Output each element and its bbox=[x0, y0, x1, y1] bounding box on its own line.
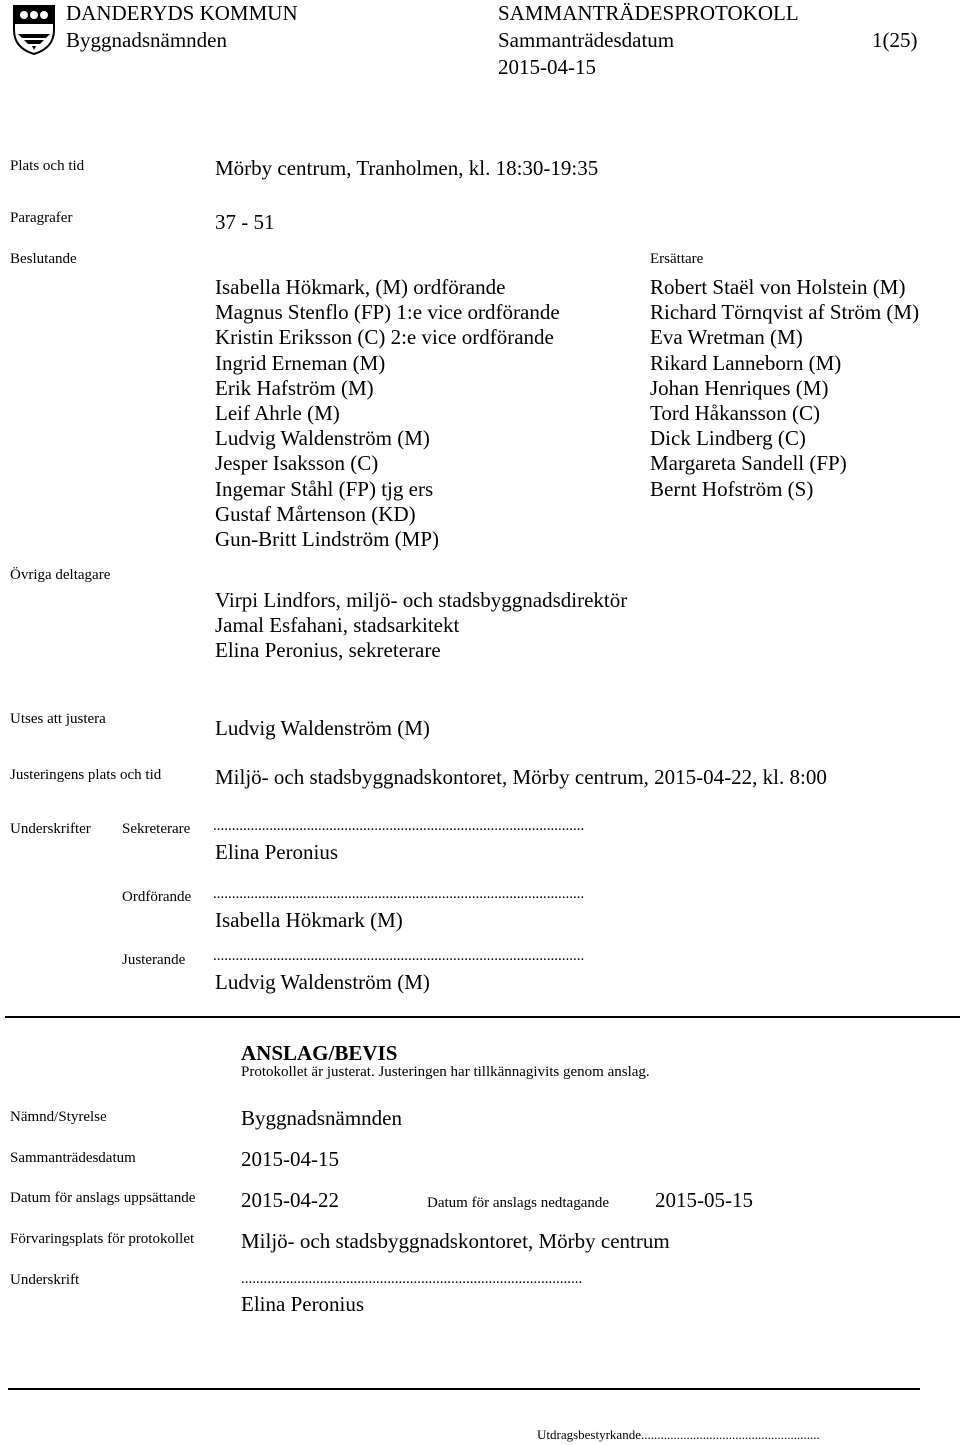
footer-divider bbox=[8, 1388, 920, 1390]
substitute-member: Dick Lindberg (C) bbox=[650, 426, 806, 451]
other-participants-label: Övriga deltagare bbox=[10, 567, 111, 583]
chair-signature-line: ................................................................................................... bbox=[213, 886, 585, 902]
deciding-member: Erik Hafström (M) bbox=[215, 375, 374, 400]
deciding-member: Gustaf Mårtenson (KD) bbox=[215, 501, 416, 526]
section-divider bbox=[5, 1016, 960, 1018]
substitute-member: Eva Wretman (M) bbox=[650, 325, 803, 350]
adjuster-signature-line: ................................................................................................... bbox=[213, 948, 585, 964]
secretary-signature-line: ................................................................................................... bbox=[213, 818, 585, 834]
adjuster-label: Justerande bbox=[122, 952, 186, 968]
substitute-member: Margareta Sandell (FP) bbox=[650, 451, 847, 476]
document-type: SAMMANTRÄDESPROTOKOLL bbox=[498, 1, 799, 25]
adjustment-place-label: Justeringens plats och tid bbox=[10, 767, 162, 783]
meeting-date: 2015-04-15 bbox=[498, 55, 596, 79]
notice-storage-value: Miljö- och stadsbyggnadskontoret, Mörby centrum bbox=[241, 1229, 670, 1253]
notice-title: ANSLAG/BEVIS bbox=[241, 1041, 398, 1065]
substitute-member: Rikard Lanneborn (M) bbox=[650, 350, 842, 375]
municipality-crest-icon bbox=[12, 4, 56, 56]
chair-label: Ordförande bbox=[122, 889, 192, 905]
adjuster-name: Ludvig Waldenström (M) bbox=[215, 970, 430, 994]
extract-verification-line: ....................................................... bbox=[640, 1427, 820, 1442]
deciding-members-list bbox=[215, 275, 560, 552]
deciding-member: Isabella Hökmark, (M) ordförande bbox=[215, 275, 506, 299]
paragraphs-value: 37 - 51 bbox=[215, 210, 275, 234]
deciding-member: Magnus Stenflo (FP) 1:e vice ordförande bbox=[215, 300, 560, 325]
extract-verification-label: Utdragsbestyrkande bbox=[537, 1427, 641, 1442]
notice-board-value: Byggnadsnämnden bbox=[241, 1106, 402, 1130]
deciding-member: Ingemar Ståhl (FP) tjg ers bbox=[215, 476, 434, 501]
notice-meeting-date-label: Sammanträdesdatum bbox=[10, 1150, 136, 1166]
municipality-name: DANDERYDS KOMMUN bbox=[66, 1, 298, 25]
notice-board-label: Nämnd/Styrelse bbox=[10, 1109, 107, 1125]
deciding-member: Leif Ahrle (M) bbox=[215, 401, 340, 426]
notice-posted-label: Datum för anslags uppsättande bbox=[10, 1190, 196, 1206]
substitutes-list bbox=[650, 275, 919, 502]
substitute-member: Bernt Hofström (S) bbox=[650, 476, 814, 501]
notice-meeting-date-value: 2015-04-15 bbox=[241, 1147, 339, 1171]
page-number: 1(25) bbox=[872, 28, 918, 52]
secretary-label: Sekreterare bbox=[122, 821, 191, 837]
deciding-member: Gun-Britt Lindström (MP) bbox=[215, 527, 439, 552]
paragraphs-label: Paragrafer bbox=[10, 210, 73, 226]
board-name: Byggnadsnämnden bbox=[66, 28, 227, 52]
notice-removed-label: Datum för anslags nedtagande bbox=[427, 1195, 610, 1211]
place-value: Mörby centrum, Tranholmen, kl. 18:30-19:35 bbox=[215, 156, 599, 180]
deciding-member: Ingrid Erneman (M) bbox=[215, 350, 386, 375]
appointed-adjuster-value: Ludvig Waldenström (M) bbox=[215, 716, 430, 740]
appointed-adjuster-label: Utses att justera bbox=[10, 711, 106, 727]
other-participants-list bbox=[215, 588, 627, 664]
notice-posted-value: 2015-04-22 bbox=[241, 1188, 339, 1212]
substitute-member: Johan Henriques (M) bbox=[650, 375, 829, 400]
deciding-member: Kristin Eriksson (C) 2:e vice ordförande bbox=[215, 325, 554, 350]
notice-signature-label: Underskrift bbox=[10, 1272, 80, 1288]
substitute-member: Tord Håkansson (C) bbox=[650, 401, 820, 426]
deciding-member: Jesper Isaksson (C) bbox=[215, 451, 379, 476]
substitute-member: Robert Staël von Holstein (M) bbox=[650, 275, 906, 299]
other-participant: Jamal Esfahani, stadsarkitekt bbox=[215, 613, 460, 638]
other-participant: Elina Peronius, sekreterare bbox=[215, 638, 441, 663]
secretary-name: Elina Peronius bbox=[215, 840, 339, 864]
notice-subtitle: Protokollet är justerat. Justeringen har tillkännagivits genom anslag. bbox=[241, 1064, 650, 1080]
notice-storage-label: Förvaringsplats för protokollet bbox=[10, 1231, 195, 1247]
notice-removed-value: 2015-05-15 bbox=[655, 1188, 753, 1212]
substitute-member: Richard Törnqvist af Ström (M) bbox=[650, 300, 920, 325]
deciding-label: Beslutande bbox=[10, 251, 77, 267]
deciding-member: Ludvig Waldenström (M) bbox=[215, 426, 430, 451]
place-label: Plats och tid bbox=[10, 158, 85, 174]
notice-signature-name: Elina Peronius bbox=[241, 1292, 365, 1316]
chair-name: Isabella Hökmark (M) bbox=[215, 908, 403, 932]
adjustment-place-value: Miljö- och stadsbyggnadskontoret, Mörby centrum, 2015-04-22, kl. 8:00 bbox=[215, 765, 827, 789]
substitutes-label: Ersättare bbox=[650, 251, 704, 267]
extract-verification bbox=[537, 1427, 820, 1443]
meeting-date-label: Sammanträdesdatum bbox=[498, 28, 675, 52]
notice-signature-line: ........................................................................................... bbox=[241, 1271, 583, 1287]
other-participant: Virpi Lindfors, miljö- och stadsbyggnadsdirektör bbox=[215, 588, 628, 612]
signatures-label: Underskrifter bbox=[10, 821, 91, 837]
